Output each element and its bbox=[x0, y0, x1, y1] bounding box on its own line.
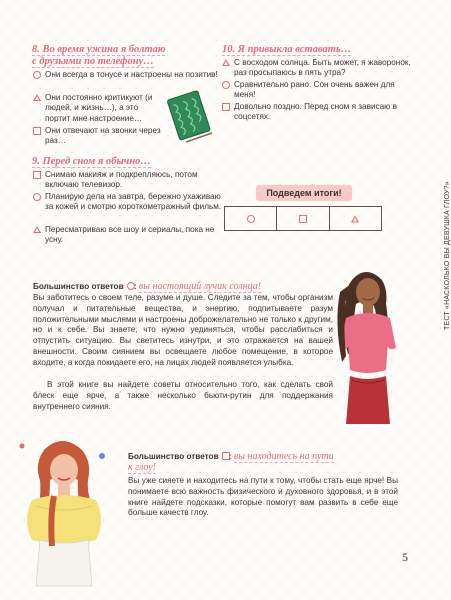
q8-title-line1: 8. Во время ужина я болтаю bbox=[32, 44, 166, 55]
q10-option-circle[interactable] bbox=[222, 80, 416, 101]
triangle-icon bbox=[222, 59, 230, 66]
circle-result-heading: Большинство ответов : вы настоящий лучик солнца! bbox=[33, 281, 262, 292]
q9-option-square[interactable] bbox=[33, 170, 221, 191]
results-cell-square[interactable] bbox=[277, 207, 329, 230]
q9-option-square-text: Снимаю макияж и подкрепляюсь, потом включаю телевизор. bbox=[45, 170, 198, 190]
circle-icon bbox=[33, 71, 41, 79]
square-icon bbox=[222, 452, 230, 460]
q9-option-circle[interactable] bbox=[33, 192, 223, 213]
q8-option-circle[interactable] bbox=[33, 70, 223, 80]
circle-icon bbox=[33, 193, 41, 201]
square-result-tagline: вы находитесь на пути bbox=[233, 451, 334, 462]
circle-result-text-2: В этой книге вы найдете советы относительно того, как сделать свой блеск еще ярче, а также несколько бьюти-рутин для поддержания внутреннего сияния. bbox=[33, 380, 333, 411]
girl-pink-shirt-illustration bbox=[322, 262, 412, 424]
triangle-icon bbox=[351, 215, 359, 222]
q9-title: 9. Перед сном я обычно… bbox=[32, 156, 151, 167]
triangle-icon bbox=[33, 94, 41, 101]
q9-option-circle-text: Планирую дела на завтра, бережно ухаживаю за кожей и смотрю короткометражный фильм. bbox=[45, 192, 222, 212]
q8-option-circle-text: Они всегда в тонусе и настроены на позитив! bbox=[45, 70, 218, 79]
q8-option-triangle-text: Они постоянно критикуют (и людей, и жизнь…), а это портит мне настроение… bbox=[45, 93, 153, 123]
q10-option-triangle-text: С восходом солнца. Быть может, я жаворонок, раз просыпаюсь в пять утра? bbox=[234, 58, 411, 78]
side-running-title: ТЕСТ «НАСКОЛЬКО ВЫ ДЕВУШКА ГЛОУ?» bbox=[444, 181, 451, 330]
results-cell-triangle[interactable] bbox=[330, 207, 381, 230]
q10-option-circle-text: Сравнительно рано. Сон очень важен для меня! bbox=[234, 80, 395, 100]
square-icon bbox=[222, 103, 230, 111]
square-result-lead: Большинство ответов bbox=[128, 452, 219, 461]
q10-title: 10. Я привыкла вставать… bbox=[222, 44, 352, 55]
circle-result-text: Вы заботитесь о своем теле, разуме и душе. Следите за тем, чтобы организм получал и питательные вещества, и энергию, подпитываете разум положительными мыслями и настроены доброжелательно не только к другим, но и к себе. Вы знаете, что нужно уединяться, чтобы расслабиться и отпустить ситуацию. Вы светитесь изнутри, и это отражается на вашей внешности. Своим сиянием вы освещаете любое помещение, в которое входите, а когда покидаете его, на лицах людей появляется улыбка. bbox=[33, 293, 333, 367]
girl-yellow-top-illustration bbox=[14, 436, 126, 586]
square-result-heading: Большинство ответов : вы находитесь на пути к глоу! bbox=[128, 451, 334, 473]
results-heading: Подведем итоги! bbox=[256, 185, 352, 201]
q8-option-square[interactable] bbox=[33, 126, 161, 147]
q9-option-triangle-text: Пересматриваю все шоу и сериалы, пока не усну. bbox=[45, 225, 215, 245]
square-result-tagline-2: к глоу! bbox=[128, 461, 156, 473]
q10-option-square[interactable] bbox=[222, 102, 416, 123]
circle-result-tagline: вы настоящий лучик солнца! bbox=[138, 281, 262, 292]
q8-option-triangle[interactable] bbox=[33, 93, 163, 124]
results-table[interactable] bbox=[224, 206, 382, 231]
square-icon bbox=[33, 171, 41, 179]
results-cell-circle[interactable] bbox=[225, 207, 277, 230]
q10-option-triangle[interactable] bbox=[222, 58, 416, 79]
square-result-text: Вы уже сияете и находитесь на пути к тому, чтобы стать еще ярче! Вы понимаете всю важность физического и духовного здоровья, и в этой книге найдете подсказки, которые помогут вам развить в себе еще больше качеств глоу. bbox=[128, 476, 398, 518]
q9-option-triangle[interactable] bbox=[33, 225, 221, 246]
q8-title bbox=[32, 44, 212, 68]
circle-icon bbox=[247, 215, 255, 223]
q8-title-line2: с друзьями по телефону… bbox=[32, 56, 154, 67]
circle-icon bbox=[127, 282, 135, 290]
page-number: 5 bbox=[402, 550, 408, 564]
circle-icon bbox=[222, 81, 230, 89]
circle-result-lead: Большинство ответов bbox=[33, 282, 124, 291]
triangle-icon bbox=[33, 226, 41, 233]
square-icon bbox=[299, 215, 307, 223]
notebook-illustration bbox=[164, 86, 216, 146]
square-icon bbox=[33, 127, 41, 135]
q10-option-square-text: Довольно поздно. Перед сном я зависаю в соцсетях. bbox=[234, 102, 397, 122]
q8-option-square-text: Они отвечают на звонки через раз… bbox=[45, 126, 161, 146]
